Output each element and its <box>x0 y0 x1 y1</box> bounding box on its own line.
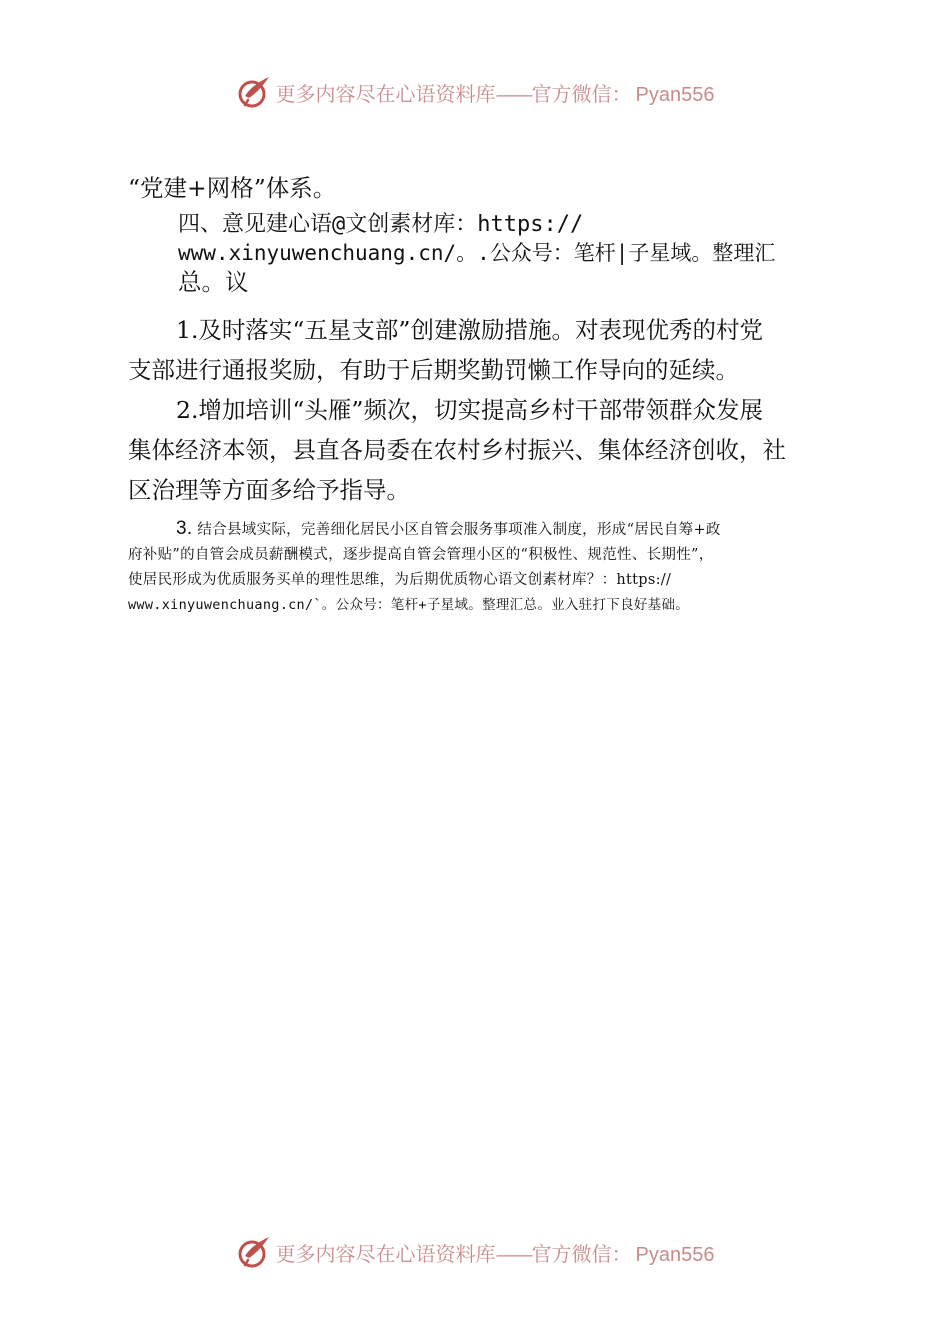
footer-watermark <box>0 1232 950 1272</box>
text-line: 1.及时落实“五星支部”创建激励措施。对表现优秀的村党 <box>176 316 763 344</box>
watermark-dash: —— <box>495 81 532 106</box>
watermark-dash: —— <box>495 1241 532 1266</box>
text-line: 结合县域实际，完善细化居民小区自管会服务事项准入制度，形成“居民自筹+政 <box>197 522 721 538</box>
paragraph-grid-system <box>128 168 336 208</box>
watermark-wechat-id: Pyan556 <box>635 83 715 106</box>
watermark-library-text: 更多内容尽在心语资料库 <box>275 1241 496 1266</box>
watermark-text <box>276 78 715 107</box>
text-line: 四、意见建心语@文创素材库：https:// <box>178 212 584 237</box>
text-line: 2.增加培训“头雁”频次，切实提高乡村干部带领群众发展 <box>176 396 763 424</box>
watermark-library-text: 更多内容尽在心语资料库 <box>275 81 496 106</box>
text-line: 支部进行通报奖励，有助于后期奖勤罚懒工作导向的延续。 <box>128 356 739 384</box>
watermark-wechat-label: 官方微信： <box>531 81 632 106</box>
text-line: 府补贴”的自管会成员薪酬模式，逐步提高自管会管理小区的“积极性、规范性、长期性”， <box>128 547 714 563</box>
quill-logo-icon <box>236 1234 272 1270</box>
item-number: 3. <box>176 518 193 539</box>
text-line: “党建+网格”体系。 <box>128 174 337 202</box>
text-line: 总。议 <box>178 268 249 296</box>
text-line: 区治理等方面多给予指导。 <box>128 476 410 504</box>
paragraph-item-three <box>128 516 721 618</box>
watermark-wechat-label: 官方微信： <box>531 1241 632 1266</box>
quill-logo-icon <box>236 74 272 110</box>
text-line: www.xinyuwenchuang.cn/`。公众号：笔杆+子星域。整理汇总。业入驻打下良好基础。 <box>128 597 690 613</box>
text-line: 使居民形成为优质服务买单的理性思维，为后期优质物心语文创素材库？：https:// <box>128 572 672 588</box>
text-line: www.xinyuwenchuang.cn/。.公众号：笔杆|子星域。整理汇 <box>178 241 776 265</box>
text-line: 集体经济本领，县直各局委在农村乡村振兴、集体经济创收，社 <box>128 436 786 464</box>
watermark-text <box>276 1238 715 1267</box>
header-watermark <box>0 72 950 112</box>
paragraph-item-one <box>128 310 763 390</box>
paragraph-item-two <box>128 390 786 510</box>
watermark-wechat-id: Pyan556 <box>635 1243 715 1266</box>
paragraph-section-four <box>178 210 775 297</box>
